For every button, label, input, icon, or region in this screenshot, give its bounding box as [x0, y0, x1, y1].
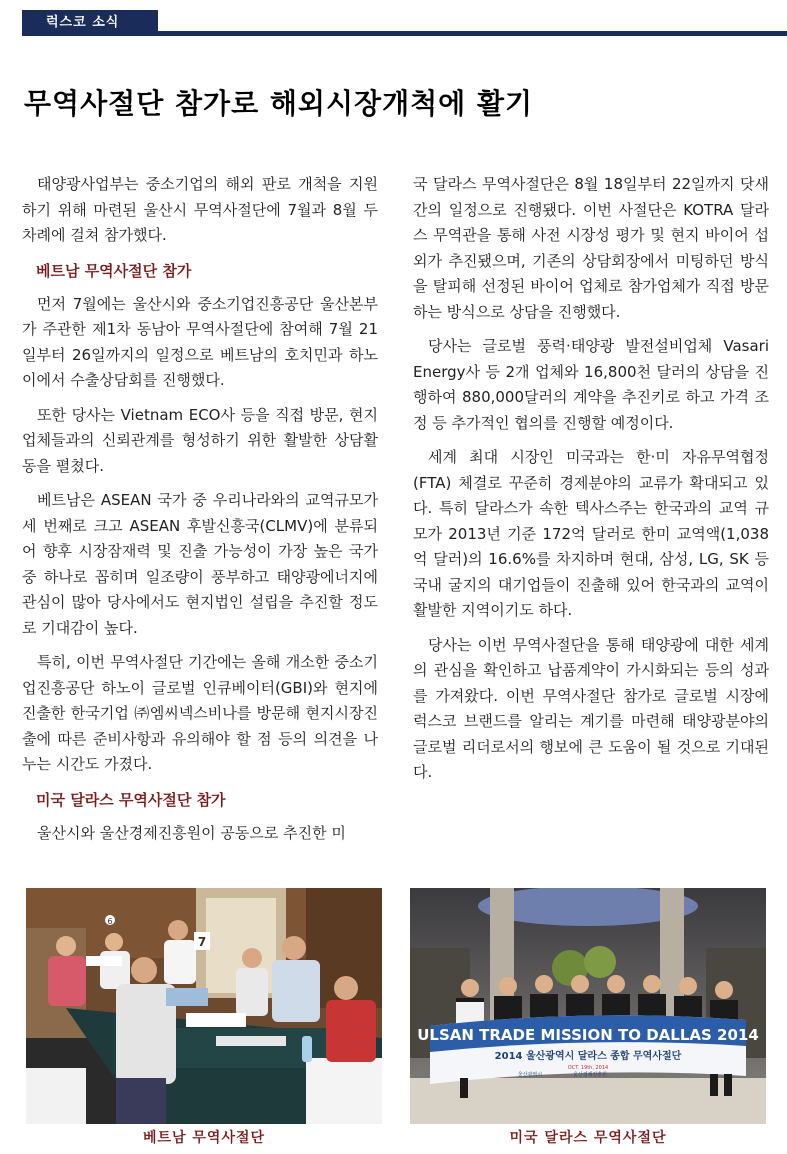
- banner-org-ulsan-city: 울산광역시: [517, 1072, 543, 1078]
- banner-org-ulsan-eco: 울산경제진흥원: [573, 1072, 607, 1078]
- caption-dallas: 미국 달라스 무역사절단: [509, 1130, 667, 1146]
- paragraph: 울산시와 울산경제진흥원이 공동으로 추진한 미: [37, 823, 346, 842]
- banner-title: ULSAN TRADE MISSION TO DALLAS 2014: [417, 1026, 759, 1044]
- section-rule: [158, 31, 787, 36]
- paragraph: 당사는 글로벌 풍력·태양광 발전설비업체 Vasari Energy사 등 2개 업체와 16,800천 달러의 상담을 진행하여 880,000달러의 계약을 추진키로 하고 가격 조정 등 추가적인 협의를 진행할 예정이다.: [413, 337, 769, 432]
- section-tag: 럭스코 소식: [22, 10, 158, 36]
- photo-vietnam-meeting: [26, 888, 382, 1124]
- paragraph: 먼저 7월에는 울산시와 중소기업진흥공단 울산본부가 주관한 제1차 동남아 무역사절단에 참여해 7월 21일부터 26일까지의 일정으로 베트남의 호치민과 하노이에서 수출상담회를 진행했다.: [22, 294, 378, 389]
- photo-dallas-group: [410, 888, 766, 1124]
- left-column: [22, 172, 378, 855]
- paragraph: 또한 당사는 Vietnam ECO사 등을 직접 방문, 현지 업체들과의 신뢰관계를 형성하기 위한 활발한 상담활동을 펼쳤다.: [22, 405, 378, 475]
- dallas-group-illustration: [410, 888, 766, 1124]
- table-number-6: 6: [107, 917, 113, 926]
- right-column: [413, 172, 769, 795]
- vietnam-meeting-illustration: [26, 888, 382, 1124]
- subhead-dallas: 미국 달라스 무역사절단 참가: [36, 790, 226, 809]
- banner-date: OCT. 19th, 2014: [567, 1065, 609, 1071]
- paragraph: 국 달라스 무역사절단은 8월 18일부터 22일까지 닷새간의 일정으로 진행됐다. 이번 사절단은 KOTRA 달라스 무역관을 통해 사전 시장성 평가 및 현지 바이어 섭외가 추진됐으며, 기존의 상담회장에서 미팅하던 방식을 탈피해 선정된 바이어 업체로 참가업체가 직접 방문하는 방식으로 상담을 진행했다.: [413, 175, 769, 321]
- article-headline: 무역사절단 참가로 해외시장개척에 활기: [24, 87, 534, 120]
- paragraph: 베트남은 ASEAN 국가 중 우리나라와의 교역규모가 세 번째로 크고 ASEAN 후발신흥국(CLMV)에 분류되어 향후 시장잠재력 및 진출 가능성이 가장 높은 국가 중 하나로 꼽히며 일조량이 풍부하고 태양광에너지에 관심이 많아 당사에서도 현지법인 설립을 추진할 정도로 기대감이 높다.: [22, 491, 378, 637]
- subhead-vietnam: 베트남 무역사절단 참가: [36, 261, 192, 280]
- banner-subtitle: 2014 울산광역시 달라스 종합 무역사절단: [494, 1051, 682, 1062]
- paragraph: 당사는 이번 무역사절단을 통해 태양광에 대한 세계의 관심을 확인하고 납품계약이 가시화되는 등의 성과를 가져왔다. 이번 무역사절단 참가로 글로벌 시장에 럭스코 브랜드를 알리는 계기를 마련해 태양광분야의 글로벌 리더로서의 행보에 큰 도움이 될 것으로 기대된다.: [413, 635, 769, 781]
- paragraph: 특히, 이번 무역사절단 기간에는 올해 개소한 중소기업진흥공단 하노이 글로벌 인큐베이터(GBI)와 현지에 진출한 한국기업 ㈜엠씨넥스비나를 방문해 현지시장진출에 따른 준비사항과 유의해야 할 점 등의 의견을 나누는 시간도 가졌다.: [22, 653, 378, 773]
- caption-vietnam: 베트남 무역사절단: [142, 1130, 266, 1146]
- paragraph: 세계 최대 시장인 미국과는 한·미 자유무역협정(FTA) 체결로 꾸준히 경제분야의 교류가 확대되고 있다. 특히 달라스가 속한 텍사스주는 한국과의 교역 규모가 2013년 기준 172억 달러로 한미 교역액(1,038억 달러)의 16.6%를 차지하며 현대, 삼성, LG, SK 등 국내 굴지의 대기업들이 진출해 있어 한국과의 교역이 활발한 지역이기도 하다.: [413, 448, 769, 619]
- table-number-7: 7: [197, 935, 207, 949]
- paragraph: 태양광사업부는 중소기업의 해외 판로 개척을 지원하기 위해 마련된 울산시 무역사절단에 7월과 8월 두 차례에 걸쳐 참가했다.: [22, 175, 378, 244]
